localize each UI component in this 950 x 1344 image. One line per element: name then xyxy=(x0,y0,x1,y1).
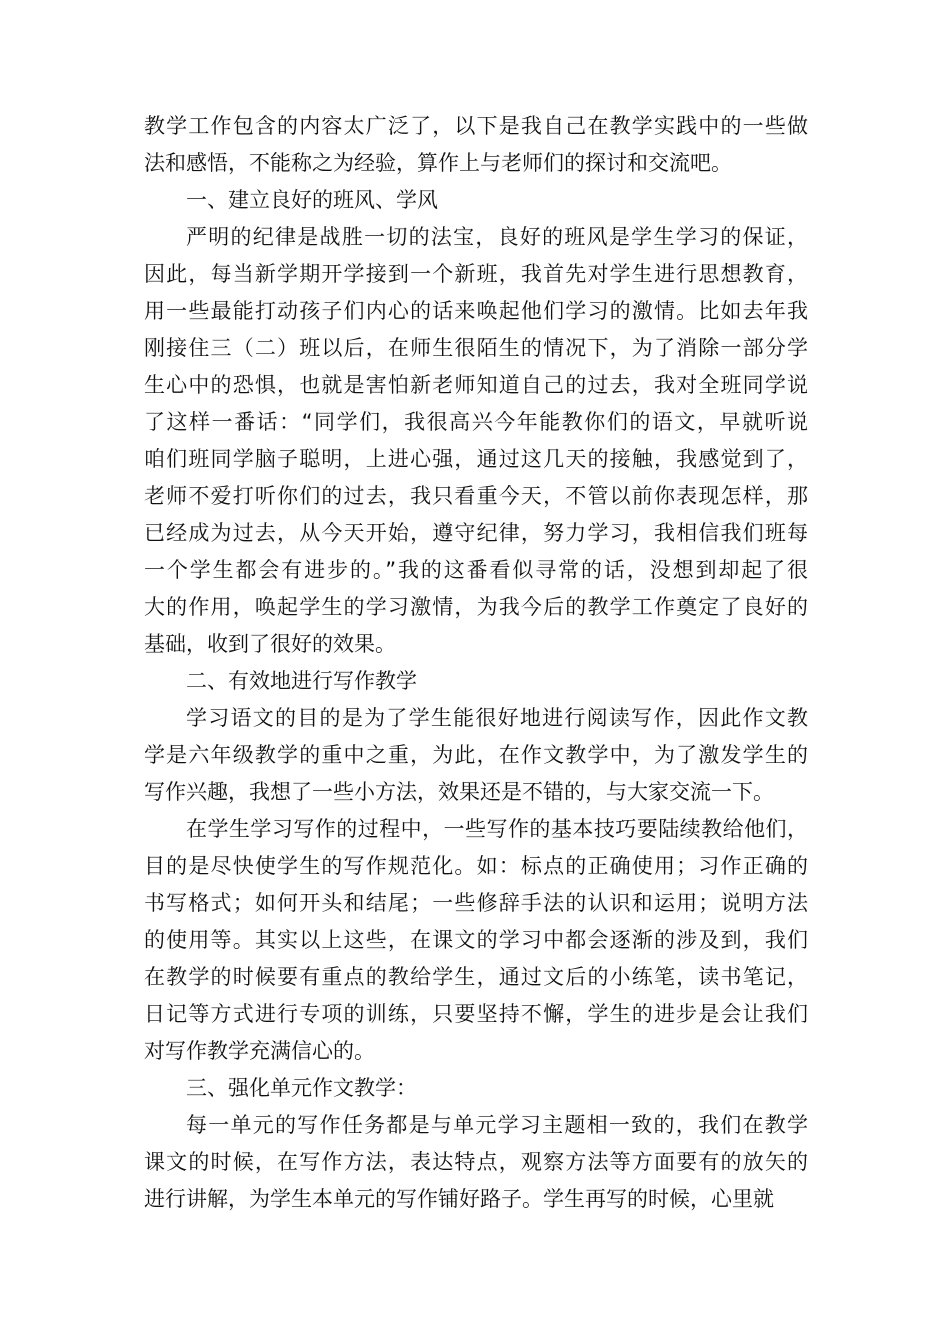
text-line: 书写格式；如何开头和结尾；一些修辞手法的认识和运用；说明方法 xyxy=(144,891,808,915)
text-line: 学是六年级教学的重中之重，为此，在作文教学中，为了激发学生的 xyxy=(144,743,808,767)
text-line: 大的作用，唤起学生的学习激情，为我今后的教学工作奠定了良好的 xyxy=(144,595,808,619)
paragraph xyxy=(144,219,808,663)
section-heading xyxy=(144,182,808,219)
heading-line: 一、建立良好的班风、学风 xyxy=(186,188,438,212)
text-line: 生心中的恐惧，也就是害怕新老师知道自己的过去，我对全班同学说 xyxy=(144,373,808,397)
text-line: 在教学的时候要有重点的教给学生，通过文后的小练笔，读书笔记， xyxy=(144,965,808,989)
text-line: 的使用等。其实以上这些，在课文的学习中都会逐渐的涉及到，我们 xyxy=(144,928,808,952)
text-line: 因此，每当新学期开学接到一个新班，我首先对学生进行思想教育， xyxy=(144,262,808,286)
text-line: 已经成为过去，从今天开始，遵守纪律，努力学习，我相信我们班每 xyxy=(144,521,808,545)
text-line: 咱们班同学脑子聪明，上进心强，通过这几天的接触，我感觉到了， xyxy=(144,447,808,471)
section-heading xyxy=(144,1070,808,1107)
heading-line: 二、有效地进行写作教学 xyxy=(186,669,417,693)
paragraph xyxy=(144,108,808,182)
text-line: 法和感悟，不能称之为经验，算作上与老师们的探讨和交流吧。 xyxy=(144,151,732,175)
text-line: 刚接住三（二）班以后，在师生很陌生的情况下，为了消除一部分学 xyxy=(144,336,808,360)
section-heading xyxy=(144,663,808,700)
text-line: 一个学生都会有进步的。”我的这番看似寻常的话，没想到却起了很 xyxy=(144,558,808,582)
paragraph xyxy=(144,700,808,811)
text-line: 教学工作包含的内容太广泛了，以下是我自己在教学实践中的一些做 xyxy=(144,114,808,138)
text-line: 对写作教学充满信心的。 xyxy=(144,1039,375,1063)
text-line: 老师不爱打听你们的过去，我只看重今天，不管以前你表现怎样，那 xyxy=(144,484,808,508)
paragraph xyxy=(144,811,808,1070)
text-line: 日记等方式进行专项的训练，只要坚持不懈，学生的进步是会让我们 xyxy=(144,1002,808,1026)
text-line: 基础，收到了很好的效果。 xyxy=(144,632,396,656)
text-line: 学习语文的目的是为了学生能很好地进行阅读写作，因此作文教 xyxy=(186,706,808,730)
text-line: 课文的时候，在写作方法，表达特点，观察方法等方面要有的放矢的 xyxy=(144,1150,808,1174)
text-line: 写作兴趣，我想了一些小方法，效果还是不错的，与大家交流一下。 xyxy=(144,780,774,804)
text-line: 用一些最能打动孩子们内心的话来唤起他们学习的激情。比如去年我 xyxy=(144,299,808,323)
heading-line: 三、强化单元作文教学： xyxy=(186,1076,417,1100)
text-line: 进行讲解，为学生本单元的写作铺好路子。学生再写的时候，心里就 xyxy=(144,1187,774,1211)
text-line: 每一单元的写作任务都是与单元学习主题相一致的，我们在教学 xyxy=(186,1113,808,1137)
document-text xyxy=(144,108,808,1218)
text-line: 在学生学习写作的过程中，一些写作的基本技巧要陆续教给他们， xyxy=(186,817,808,841)
paragraph xyxy=(144,1107,808,1218)
text-line: 了这样一番话：“同学们，我很高兴今年能教你们的语文，早就听说 xyxy=(144,410,808,434)
text-line: 目的是尽快使学生的写作规范化。如：标点的正确使用；习作正确的 xyxy=(144,854,808,878)
text-line: 严明的纪律是战胜一切的法宝，良好的班风是学生学习的保证， xyxy=(186,225,808,249)
